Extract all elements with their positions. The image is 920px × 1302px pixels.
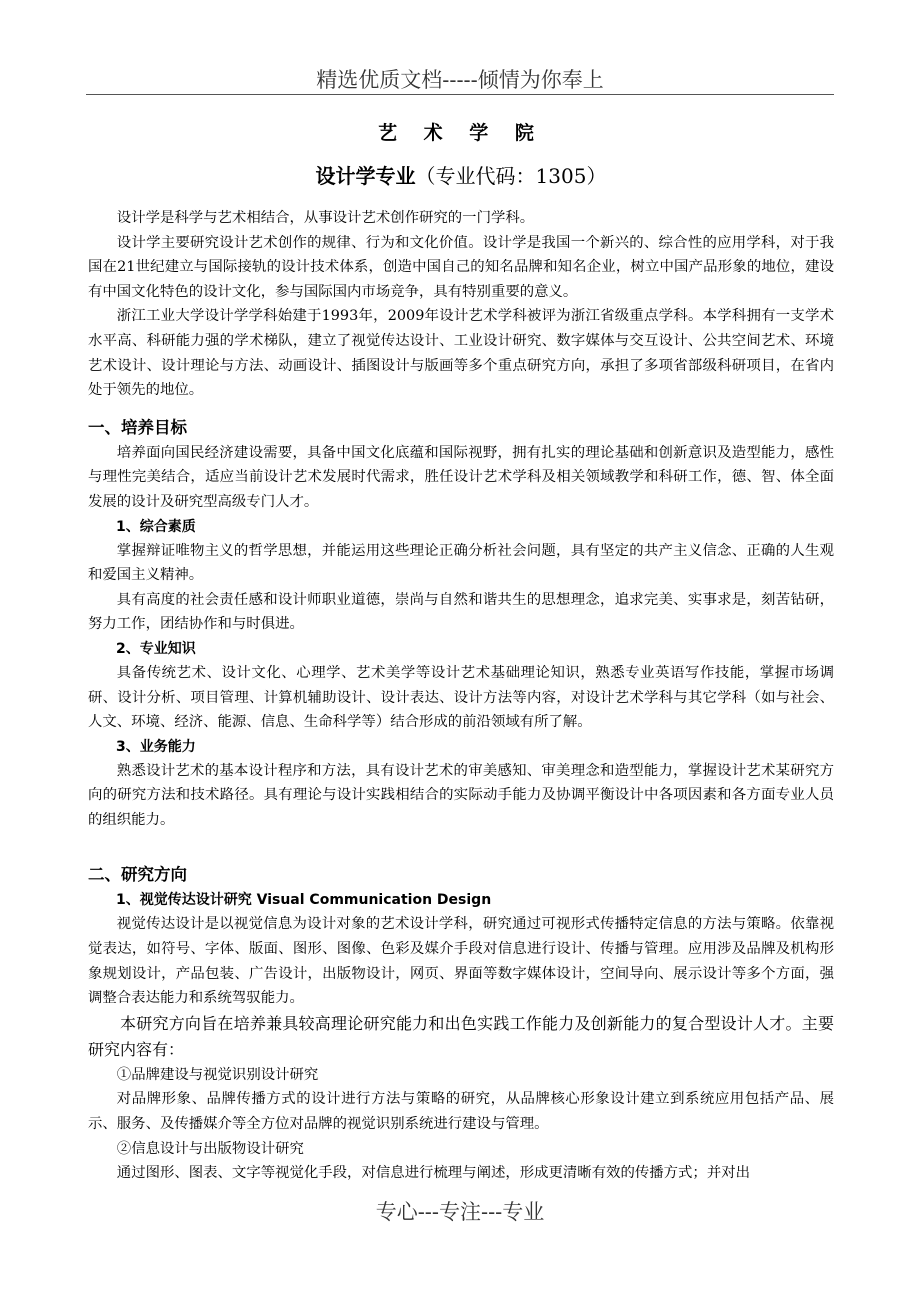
page-header: 精选优质文档-----倾情为你奉上: [316, 68, 604, 92]
visual-communication-aim: 本研究方向旨在培养兼具较高理论研究能力和出色实践工作能力及创新能力的复合型设计人才。主要研究内容有：: [88, 1013, 834, 1059]
subheading-ability: 3、业务能力: [116, 738, 196, 755]
document-body: [88, 118, 834, 1186]
research-item-brand: ①品牌建设与视觉识别设计研究: [116, 1066, 319, 1083]
research-item-brand-text: 对品牌形象、品牌传播方式的设计进行方法与策略的研究，从品牌核心形象设计建立到系统应用包括产品、展示、服务、及传播媒介等全方位对品牌的视觉识别系统进行建设与管理。: [88, 1091, 834, 1133]
subheading-visual-communication: 1、视觉传达设计研究 Visual Communication Design: [116, 892, 492, 909]
major-title: [88, 160, 834, 188]
ability-paragraph: 熟悉设计艺术的基本设计程序和方法，具有设计艺术的审美感知、审美理念和造型能力，掌握设计艺术某研究方向的研究方法和技术路径。具有理论与设计实践相结合的实际动手能力及协调平衡设计中各项因素和各方面专业人员的组织能力。: [88, 762, 834, 828]
goals-paragraph: 培养面向国民经济建设需要，具备中国文化底蕴和国际视野，拥有扎实的理论基础和创新意识及造型能力，感性与理性完美结合，适应当前设计艺术发展时代需求，胜任设计艺术学科及相关领域教学和科研工作，德、智、体全面发展的设计及研究型高级专门人才。: [88, 444, 834, 510]
visual-communication-paragraph: 视觉传达设计是以视觉信息为设计对象的艺术设计学科，研究通过可视形式传播特定信息的方法与策略。依靠视觉表达，如符号、字体、版面、图形、图像、色彩及媒介手段对信息进行设计、传播与管理。应用涉及品牌及机构形象规划设计，产品包装、广告设计，出版物设计，网页、界面等数字媒体设计，空间导向、展示设计等多个方面，强调整合表达能力和系统驾驭能力。: [88, 916, 834, 1007]
subheading-knowledge: 2、专业知识: [116, 640, 196, 657]
major-name: 设计学专业: [315, 164, 416, 188]
subheading-quality: 1、综合素质: [116, 518, 196, 535]
section-heading-research: 二、研究方向: [88, 865, 187, 885]
intro-paragraph: 设计学主要研究设计艺术创作的规律、行为和文化价值。设计学是我国一个新兴的、综合性的应用学科，对于我国在21世纪建立与国际接轨的设计技术体系，创造中国自己的知名品牌和知名企业，树立中国产品形象的地位，建设有中国文化特色的设计文化，参与国际国内市场竞争，具有特别重要的意义。: [88, 234, 834, 300]
school-title: 艺 术 学 院: [378, 122, 544, 144]
page-footer: 专心---专注---专业: [375, 1200, 545, 1224]
quality-paragraph: 具有高度的社会责任感和设计师职业道德，崇尚与自然和谐共生的思想理念，追求完美、实事求是，刻苦钻研，努力工作，团结协作和与时俱进。: [88, 591, 834, 633]
major-code: （专业代码：1305）: [415, 164, 607, 188]
intro-paragraph: 设计学是科学与艺术相结合，从事设计艺术创作研究的一门学科。: [116, 210, 535, 226]
knowledge-paragraph: 具备传统艺术、设计文化、心理学、艺术美学等设计艺术基础理论知识，熟悉专业英语写作技能，掌握市场调研、设计分析、项目管理、计算机辅助设计、设计表达、设计方法等内容，对设计艺术学科与其它学科（如与社会、人文、环境、经济、能源、信息、生命科学等）结合形成的前沿领域有所了解。: [88, 664, 834, 731]
header-divider: [86, 94, 834, 95]
quality-paragraph: 掌握辩证唯物主义的哲学思想，并能运用这些理论正确分析社会问题，具有坚定的共产主义信念、正确的人生观和爱国主义精神。: [88, 542, 834, 584]
research-item-information: ②信息设计与出版物设计研究: [116, 1140, 304, 1157]
section-heading-goals: 一、培养目标: [88, 417, 187, 437]
intro-paragraph: 浙江工业大学设计学学科始建于1993年，2009年设计艺术学科被评为浙江省级重点学科。本学科拥有一支学术水平高、科研能力强的学术梯队，建立了视觉传达设计、工业设计研究、数字媒体与交互设计、公共空间艺术、环境艺术设计、设计理论与方法、动画设计、插图设计与版画等多个重点研究方向，承担了多项省部级科研项目，在省内处于领先的地位。: [88, 308, 834, 399]
research-item-information-text: 通过图形、图表、文字等视觉化手段，对信息进行梳理与阐述，形成更清晰有效的传播方式；并对出: [116, 1165, 750, 1182]
